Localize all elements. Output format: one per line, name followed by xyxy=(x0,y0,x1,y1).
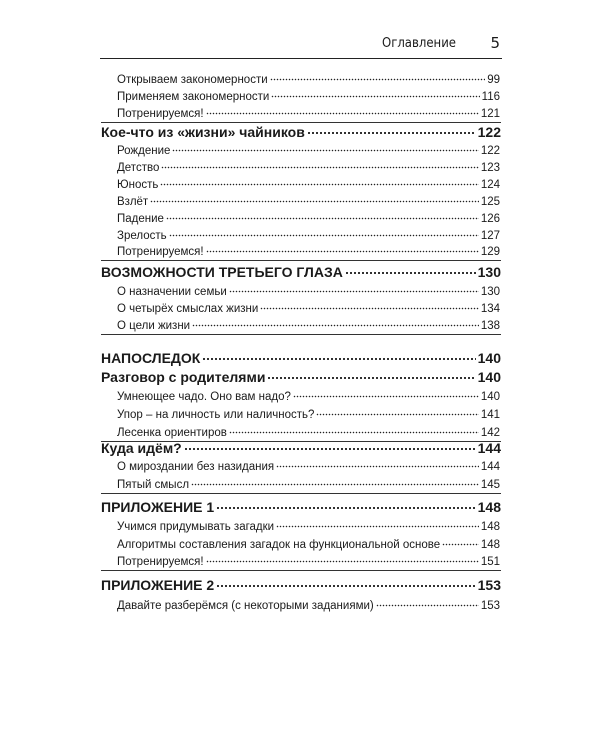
toc-leader-dots xyxy=(206,553,479,565)
toc-chapter-entry xyxy=(101,123,501,140)
header-label: Оглавление xyxy=(381,36,456,51)
toc-entry-title: Зрелость xyxy=(117,229,167,242)
toc-entry-title: Пятый смысл xyxy=(117,478,190,491)
toc-entry-title: Алгоритмы составления загадок на функциональной основе xyxy=(117,538,441,551)
toc-leader-dots xyxy=(150,193,479,205)
toc-leader-dots xyxy=(229,424,479,436)
toc-entry-title: Потренируемся! xyxy=(117,107,204,120)
toc-section-entry xyxy=(117,458,500,473)
toc-leader-dots xyxy=(216,576,475,590)
toc-entry-page: 145 xyxy=(480,478,500,491)
header-page-number: 5 xyxy=(490,34,500,52)
toc-leader-dots xyxy=(191,476,479,488)
toc-leader-dots xyxy=(206,105,479,117)
toc-leader-dots xyxy=(216,498,475,512)
toc-section-entry xyxy=(117,283,500,298)
toc-leader-dots xyxy=(316,406,478,418)
toc-entry-page: 153 xyxy=(477,577,501,593)
toc-section-entry xyxy=(117,210,500,225)
toc-leader-dots xyxy=(260,300,479,312)
toc-entry-page: 123 xyxy=(480,161,500,174)
toc-entry-title: Потренируемся! xyxy=(117,245,204,258)
section-divider xyxy=(101,570,501,571)
toc-entry-title: Применяем закономерности xyxy=(117,90,270,103)
toc-entry-page: 121 xyxy=(480,107,500,120)
toc-section-entry xyxy=(117,388,500,403)
toc-entry-title: Потренируемся! xyxy=(117,555,204,568)
section-divider xyxy=(101,493,501,494)
toc-entry-title: НАПОСЛЕДОК xyxy=(101,350,201,366)
toc-entry-title: Куда идём? xyxy=(101,440,182,456)
toc-entry-title: ПРИЛОЖЕНИЕ 2 xyxy=(101,577,215,593)
toc-chapter-entry xyxy=(101,349,501,366)
toc-leader-dots xyxy=(442,536,479,548)
toc-leader-dots xyxy=(184,439,476,453)
toc-chapter-entry xyxy=(101,576,501,593)
toc-section-entry xyxy=(117,317,500,332)
toc-entry-title: О назначении семьи xyxy=(117,285,227,298)
toc-entry-page: 134 xyxy=(480,302,500,315)
toc-entry-page: 151 xyxy=(480,555,500,568)
toc-section-entry xyxy=(117,406,500,421)
toc-section-entry xyxy=(117,105,500,120)
toc-entry-page: 122 xyxy=(480,144,500,157)
toc-entry-page: 141 xyxy=(480,408,500,421)
toc-section-entry xyxy=(117,159,500,174)
toc-leader-dots xyxy=(161,159,478,171)
toc-leader-dots xyxy=(206,243,479,255)
toc-entry-title: Кое-что из «жизни» чайников xyxy=(101,124,305,140)
toc-entry-title: ПРИЛОЖЕНИЕ 1 xyxy=(101,499,215,515)
toc-section-entry xyxy=(117,227,500,242)
toc-leader-dots xyxy=(307,123,476,137)
toc-entry-page: 124 xyxy=(480,178,500,191)
toc-section-entry xyxy=(117,536,500,551)
toc-entry-page: 127 xyxy=(480,229,500,242)
toc-entry-title: Учимся придумывать загадки xyxy=(117,520,275,533)
toc-entry-page: 125 xyxy=(480,195,500,208)
toc-entry-title: ВОЗМОЖНОСТИ ТРЕТЬЕГО ГЛАЗА xyxy=(101,264,343,280)
toc-section-entry xyxy=(117,300,500,315)
toc-entry-page: 99 xyxy=(487,73,500,86)
toc-entry-title: Падение xyxy=(117,212,164,225)
toc-leader-dots xyxy=(271,88,479,100)
toc-leader-dots xyxy=(192,317,479,329)
toc-leader-dots xyxy=(293,388,479,400)
toc-leader-dots xyxy=(160,176,478,188)
toc-entry-title: Лесенка ориентиров xyxy=(117,426,227,439)
toc-entry-title: Взлёт xyxy=(117,195,149,208)
toc-section-entry xyxy=(117,243,500,258)
toc-leader-dots xyxy=(345,263,476,277)
toc-entry-page: 140 xyxy=(477,350,501,366)
toc-entry-page: 126 xyxy=(480,212,500,225)
toc-entry-title: Умнеющее чадо. Оно вам надо? xyxy=(117,390,291,403)
toc-entry-title: Упор – на личность или наличность? xyxy=(117,408,315,421)
toc-entry-title: Разговор с родителями xyxy=(101,369,266,385)
toc-entry-title: О четырёх смыслах жизни xyxy=(117,302,259,315)
toc-leader-dots xyxy=(202,349,475,363)
toc-leader-dots xyxy=(270,71,486,83)
toc-entry-title: О цели жизни xyxy=(117,319,191,332)
toc-entry-page: 138 xyxy=(480,319,500,332)
toc-entry-title: Юность xyxy=(117,178,159,191)
toc-entry-page: 148 xyxy=(480,538,500,551)
toc-entry-title: Открываем закономерности xyxy=(117,73,268,86)
toc-leader-dots xyxy=(376,597,479,609)
toc-entry-page: 144 xyxy=(477,440,501,456)
toc-entry-page: 122 xyxy=(477,124,501,140)
section-divider xyxy=(101,260,501,261)
toc-leader-dots xyxy=(172,142,478,154)
toc-leader-dots xyxy=(229,283,479,295)
toc-section-entry xyxy=(117,193,500,208)
toc-entry-page: 142 xyxy=(480,426,500,439)
toc-entry-page: 140 xyxy=(480,390,500,403)
toc-entry-title: Давайте разберёмся (с некоторыми заданиями) xyxy=(117,599,374,612)
toc-section-entry xyxy=(117,424,500,439)
toc-section-entry xyxy=(117,597,500,612)
toc-entry-page: 144 xyxy=(480,460,500,473)
toc-chapter-entry xyxy=(101,498,501,515)
toc-section-entry xyxy=(117,476,500,491)
toc-leader-dots xyxy=(276,518,479,530)
toc-chapter-entry xyxy=(101,439,501,456)
toc-chapter-entry xyxy=(101,263,501,280)
toc-entry-page: 116 xyxy=(481,90,500,103)
toc-entry-page: 148 xyxy=(480,520,500,533)
toc-section-entry xyxy=(117,176,500,191)
toc-entry-page: 130 xyxy=(477,264,501,280)
toc-leader-dots xyxy=(276,458,479,470)
toc-section-entry xyxy=(117,71,500,86)
toc-entry-page: 148 xyxy=(477,499,501,515)
toc-entry-page: 130 xyxy=(480,285,500,298)
toc-leader-dots xyxy=(267,368,475,382)
toc-entry-title: Рождение xyxy=(117,144,171,157)
toc-section-entry xyxy=(117,88,500,103)
section-divider xyxy=(101,334,501,335)
toc-section-entry xyxy=(117,553,500,568)
toc-leader-dots xyxy=(169,227,479,239)
toc-entry-title: О мироздании без назидания xyxy=(117,460,275,473)
toc-entry-page: 140 xyxy=(477,369,501,385)
toc-leader-dots xyxy=(166,210,479,222)
toc-entry-page: 129 xyxy=(480,245,500,258)
toc-entry-title: Детство xyxy=(117,161,160,174)
toc-section-entry xyxy=(117,518,500,533)
toc-chapter-entry xyxy=(101,368,501,385)
toc-section-entry xyxy=(117,142,500,157)
toc-entry-page: 153 xyxy=(480,599,500,612)
